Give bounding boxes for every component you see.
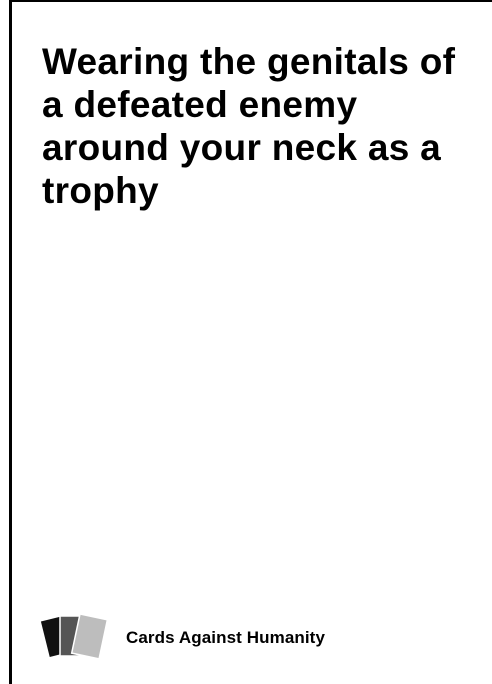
card-answer-text: Wearing the genitals of a defeated enemy around your neck as a trophy	[42, 41, 456, 211]
card-top-edge	[9, 0, 492, 2]
three-cards-logo-icon	[40, 612, 120, 664]
card-left-edge	[9, 0, 12, 684]
brand-name: Cards Against Humanity	[126, 628, 325, 647]
brand-footer	[40, 612, 325, 664]
